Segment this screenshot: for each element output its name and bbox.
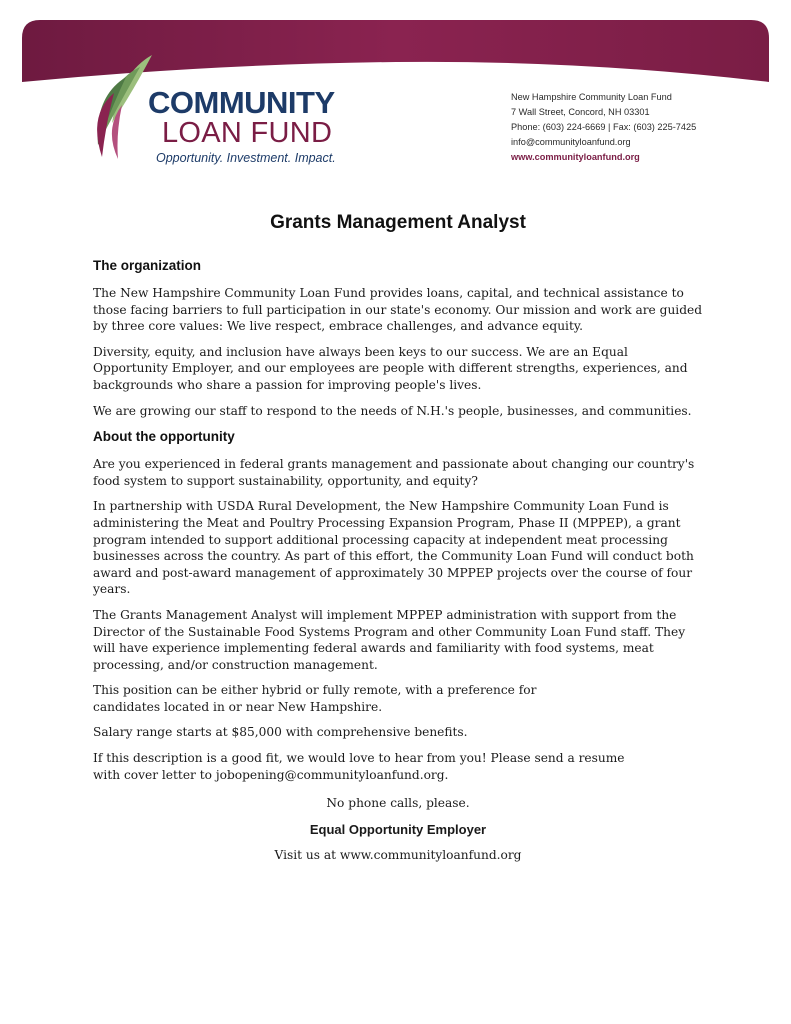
section-heading-opportunity: About the opportunity [93,429,235,445]
org-paragraph: We are growing our staff to respond to the needs of N.H.'s people, businesses, and communities. [93,403,692,418]
contact-address: 7 Wall Street, Concord, NH 03301 [511,107,650,117]
contact-phone-fax: Phone: (603) 224-6669 | Fax: (603) 225-7425 [511,122,697,132]
org-paragraph: The New Hampshire Community Loan Fund provides loans, capital, and technical assistance to those facing barriers to full participation in our state's economy. Our mission and work are guided by three core values: We live respect, embrace challenges, and advance equity. [93,286,703,334]
logo-word-community: COMMUNITY [148,85,335,120]
section-heading-organization: The organization [93,258,201,273]
opp-paragraph-apply: If this description is a good fit, we would love to hear from you! Please send a resume with cover letter to jobopening@communityloanfund.org. [93,751,625,782]
org-paragraph: Diversity, equity, and inclusion have always been keys to our success. We are an Equal Opportunity Employer, and our employees are people with different strengths, experiences, and backgrounds who share a passion for improving people's lives. [93,344,688,392]
contact-block [511,90,696,165]
no-phone-calls-note: No phone calls, please. [326,796,470,811]
opp-paragraph: This position can be either hybrid or fully remote, with a preference for candidates located in or near New Hampshire. [93,683,537,714]
visit-website-line: Visit us at www.communityloanfund.org [274,847,522,862]
equal-opportunity-employer: Equal Opportunity Employer [309,821,487,837]
opp-paragraph: In partnership with USDA Rural Development, the New Hampshire Community Loan Fund is administering the Meat and Poultry Processing Expansion Program, Phase II (MPPEP), a grant program intended to support additional processing capacity at independent meat processing businesses across the country. As part of this effort, the Community Loan Fund will conduct both award and post-award management of approximately 30 MPPEP projects over the course of four years. [93,499,694,597]
contact-org: New Hampshire Community Loan Fund [511,92,672,102]
logo-tagline: Opportunity. Investment. Impact. [156,151,336,165]
opp-paragraph-salary: Salary range starts at $85,000 with comprehensive benefits. [93,725,468,740]
community-loan-fund-logo[interactable] [92,53,352,173]
opp-paragraph: The Grants Management Analyst will implement MPPEP administration with support from the Director of the Sustainable Food Systems Program and other Community Loan Fund staff. They will have experience implementing federal awards and familiarity with food systems, meat processing, and/or construction management. [93,607,686,672]
opp-paragraph: Are you experienced in federal grants management and passionate about changing our country's food system to support sustainability, opportunity, and equity? [93,457,695,488]
logo-word-loan-fund: LOAN FUND [162,117,333,149]
page-title: Grants Management Analyst [270,212,526,233]
contact-email[interactable]: info@communityloanfund.org [511,137,631,147]
contact-website-link[interactable]: www.communityloanfund.org [511,152,640,162]
document-body [93,212,703,872]
